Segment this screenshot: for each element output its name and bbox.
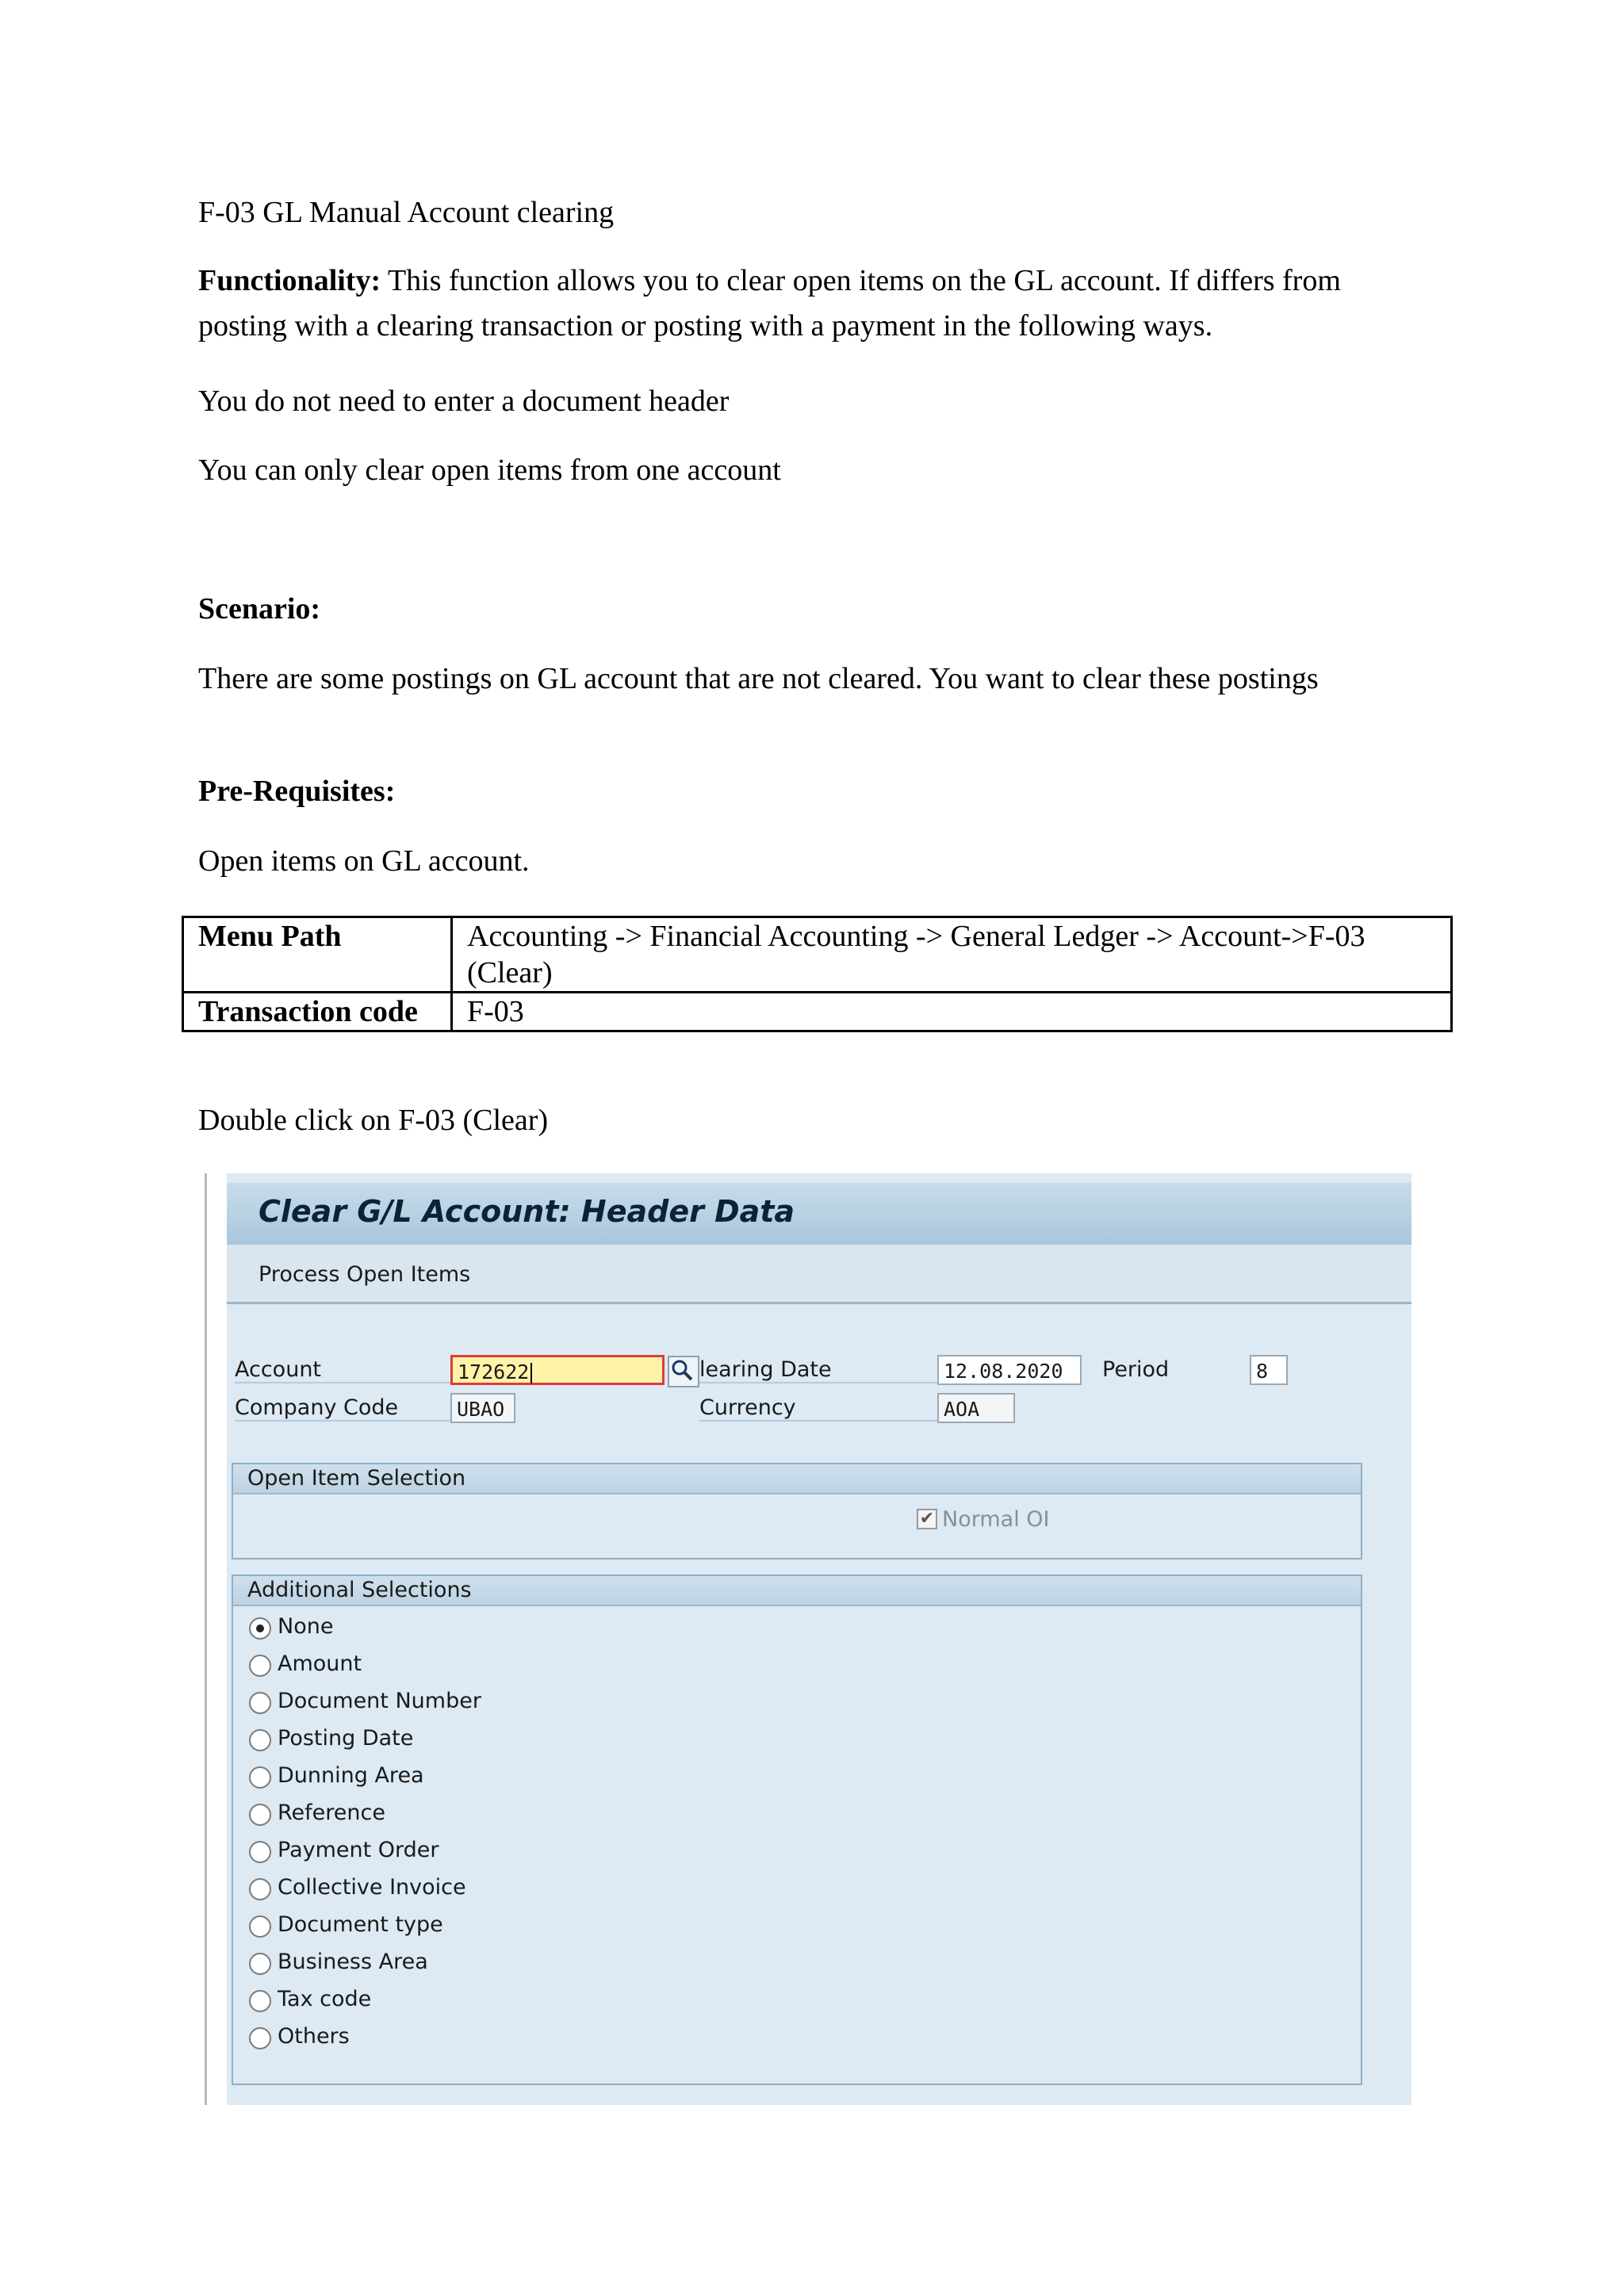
account-label: Account [235,1357,450,1383]
additional-selections-group [232,1575,1362,2085]
checkmark-icon: ✔ [919,1509,935,1529]
scenario-heading [198,587,320,632]
doc-title: F-03 GL Manual Account clearing [198,196,615,229]
functionality-paragraph [198,258,1435,349]
prereq-text: Open items on GL account. [198,844,530,878]
radio-button[interactable] [249,1953,271,1975]
magnifier-icon [669,1357,695,1383]
instruction-text: Double click on F-03 (Clear) [198,1104,549,1137]
menu-path-table [182,916,1453,1032]
note-no-header: You do not need to enter a document header [198,385,730,418]
company-code-label: Company Code [235,1395,450,1422]
additional-selections-title: Additional Selections [233,1576,1361,1606]
radio-label: Payment Order [278,1838,439,1862]
sap-title-bar [227,1183,1411,1246]
radio-label: Business Area [278,1950,428,1974]
radio-label: Document Number [278,1689,481,1713]
radio-label: Document type [278,1912,443,1937]
scenario-label: Scenario: [198,592,321,626]
radio-button-selected[interactable] [249,1617,271,1640]
clearing-date-label: learing Date [699,1357,937,1383]
menu-path-value: Accounting -> Financial Accounting -> General Ledger -> Account->F-03 (Clear) [452,917,1452,993]
clearing-date-field[interactable]: 12.08.2020 [937,1355,1082,1385]
radio-label: Others [278,2024,350,2049]
open-item-selection-group [232,1463,1362,1559]
account-value: 172622 [458,1360,530,1383]
table-row [183,993,1452,1031]
prereq-heading [198,769,395,814]
period-label: Period [1102,1357,1170,1382]
normal-oi-checkbox[interactable] [917,1509,937,1529]
sap-screen-body [227,1304,1411,2105]
currency-field[interactable]: AOA [937,1393,1015,1423]
radio-button[interactable] [249,1729,271,1751]
normal-oi-label: Normal OI [942,1507,1050,1532]
radio-button[interactable] [249,1692,271,1714]
search-help-button[interactable] [668,1356,699,1387]
radio-label: Tax code [278,1987,372,2011]
note-one-account: You can only clear open items from one account [198,453,781,487]
radio-label: Posting Date [278,1726,414,1751]
radio-button[interactable] [249,1990,271,2012]
prereq-label: Pre-Requisites: [198,775,396,808]
menu-path-label: Menu Path [183,917,452,993]
company-code-field[interactable]: UBAO [450,1393,515,1423]
open-item-selection-title: Open Item Selection [233,1464,1361,1494]
window-edge [201,1173,227,2105]
radio-button[interactable] [249,1878,271,1900]
radio-button[interactable] [249,1915,271,1938]
process-open-items-button[interactable]: Process Open Items [259,1262,471,1287]
radio-label: None [278,1614,334,1639]
radio-button[interactable] [249,1766,271,1789]
radio-button[interactable] [249,1804,271,1826]
table-row [183,917,1452,993]
sap-application-toolbar [227,1245,1411,1304]
tcode-value: F-03 [452,993,1452,1031]
radio-label: Dunning Area [278,1763,424,1788]
radio-label: Amount [278,1651,362,1676]
text-cursor [530,1363,532,1383]
account-field[interactable] [450,1355,665,1385]
sap-screen-title: Clear G/L Account: Header Data [259,1194,795,1229]
radio-label: Reference [278,1800,385,1825]
functionality-text: This function allows you to clear open items on the GL account. If differs from posting with a clearing transaction or posting with a payment in the following ways. [198,264,1341,342]
radio-label: Collective Invoice [278,1875,466,1900]
currency-label: Currency [699,1395,937,1422]
scenario-text: There are some postings on GL account that are not cleared. You want to clear these postings [198,662,1319,695]
period-field[interactable]: 8 [1250,1355,1288,1385]
radio-button[interactable] [249,2027,271,2049]
radio-button[interactable] [249,1655,271,1677]
tcode-label: Transaction code [183,993,452,1031]
functionality-label: Functionality: [198,264,381,297]
sap-screenshot [201,1173,1411,2105]
radio-button[interactable] [249,1841,271,1863]
